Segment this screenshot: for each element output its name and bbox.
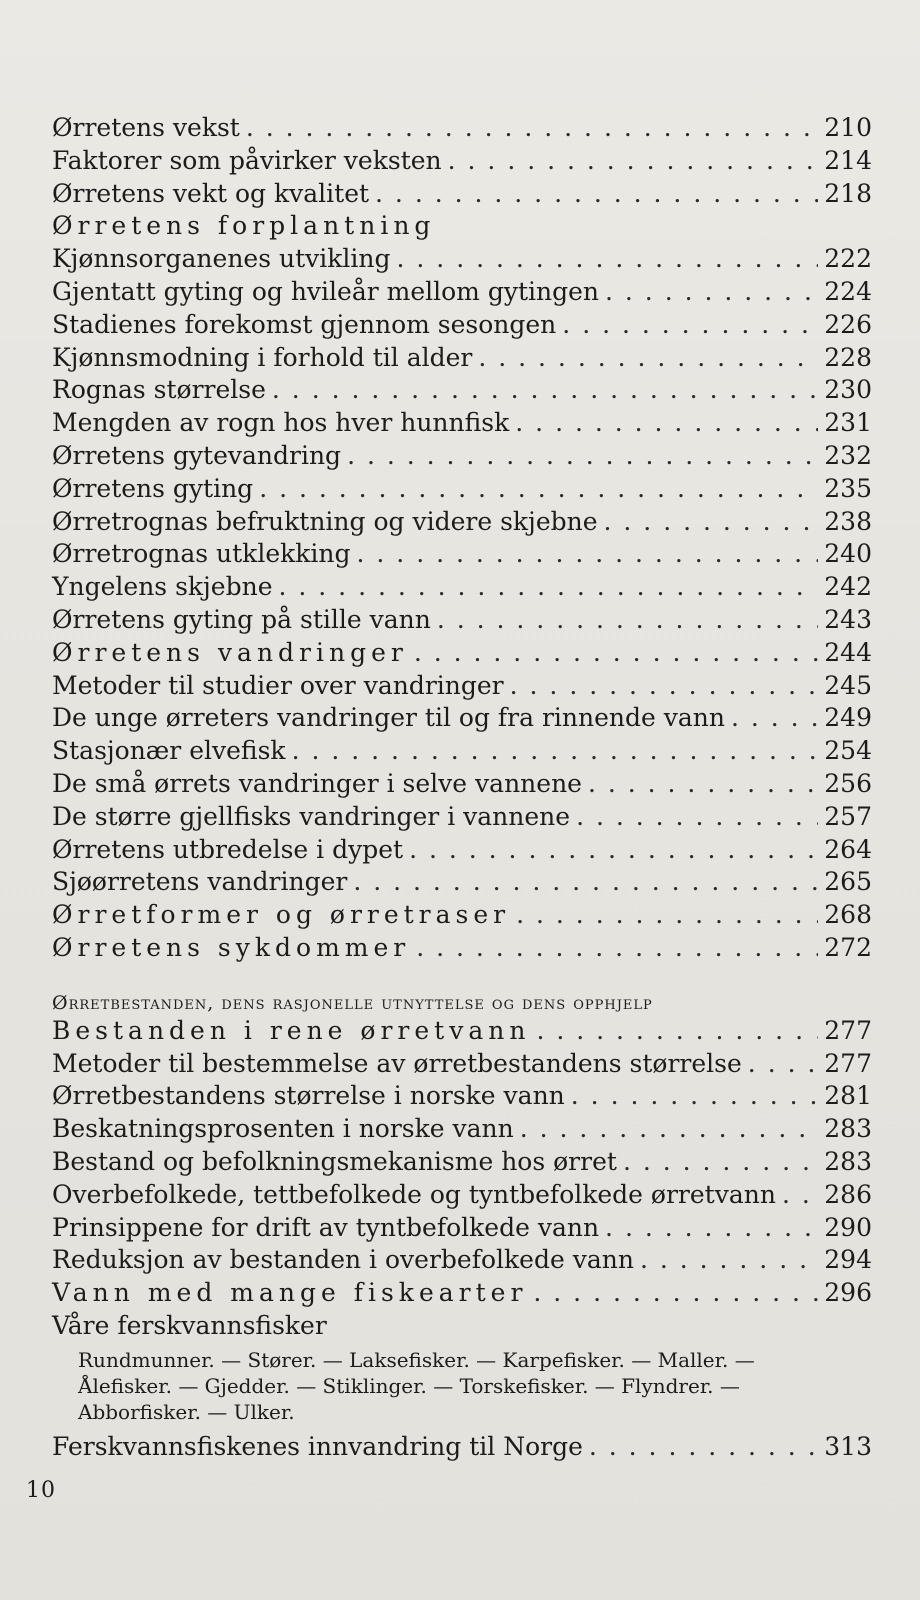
toc-entry: [52, 276, 872, 309]
toc-entry: [52, 210, 872, 243]
leader-dots: [515, 407, 818, 440]
toc-entry-page: 272: [824, 932, 872, 962]
toc-entry-page: 294: [824, 1245, 872, 1275]
toc-entry-page: 283: [824, 1146, 872, 1176]
leader-dots: [640, 1244, 818, 1277]
toc-entry-title: Ørretens vekst: [52, 113, 240, 142]
toc-entry: [52, 834, 872, 867]
toc-entry: [52, 1146, 872, 1179]
toc-entry-title: Ørretens forplantning: [52, 211, 436, 241]
toc-entry-page: 283: [824, 1114, 872, 1144]
toc-entry: [52, 243, 872, 276]
toc-entry-title: Metoder til studier over vandringer: [52, 670, 504, 700]
toc-entry-title: Stasjonær elvefisk: [52, 736, 286, 766]
toc-entry: [52, 932, 872, 965]
leader-dots: [605, 1212, 818, 1245]
toc-entry-title: Bestand og befolkningsmekanisme hos ørret: [52, 1146, 617, 1176]
toc-entry-title: Ørretformer og ørretraser: [52, 900, 511, 930]
toc-entry: [52, 866, 872, 899]
toc-entry-page: 277: [824, 1048, 872, 1078]
toc-entry-title: Overbefolkede, tettbefolkede og tyntbefolkede ørretvann: [52, 1179, 776, 1209]
toc-entry: [52, 1080, 872, 1113]
leader-dots: [731, 702, 818, 735]
toc-entry-page: 238: [824, 506, 872, 536]
toc-entry-title: Rognas størrelse: [52, 375, 266, 405]
toc-entry: [52, 571, 872, 604]
toc-entry-page: 264: [824, 834, 872, 864]
section-heading: Ørretbestanden, dens rasjonelle utnyttelse og dens opphjelp: [52, 991, 653, 1014]
toc-entry-page: 226: [824, 309, 872, 339]
toc-entry-page: 265: [824, 867, 872, 897]
toc-entry: [52, 801, 872, 834]
toc-entry-title: Bestanden i rene ørretvann: [52, 1015, 531, 1045]
toc-entry: [52, 145, 872, 178]
toc-entry: [52, 309, 872, 342]
toc-entry: [52, 768, 872, 801]
toc-entry-title: Gjentatt gyting og hvileår mellom gytingen: [52, 276, 600, 306]
toc-entry-title: Ferskvannsfiskenes innvandring til Norge: [52, 1431, 583, 1461]
leader-dots: [416, 932, 818, 965]
toc-entry: [52, 735, 872, 768]
leader-dots: [520, 1113, 819, 1146]
toc-entry-title: Kjønnsorganenes utvikling: [52, 244, 391, 274]
toc-entry: [52, 1212, 872, 1245]
toc-entry: [52, 538, 872, 571]
toc-entry: [52, 112, 872, 145]
leader-dots: [533, 1277, 818, 1310]
leader-dots: [589, 1431, 818, 1464]
leader-dots: [516, 899, 818, 932]
toc-entry-title: De større gjellfisks vandringer i vannene: [52, 801, 571, 831]
toc-entry: [52, 1310, 872, 1343]
toc-entry-page: 281: [824, 1081, 872, 1111]
toc-entry-page: 240: [824, 539, 872, 569]
toc-entry-page: 257: [824, 801, 872, 831]
toc-entry-page: 230: [824, 375, 872, 405]
toc-entry-title: Ørretrognas utklekking: [52, 539, 351, 569]
leader-dots: [246, 112, 818, 145]
leader-dots: [571, 1080, 819, 1113]
toc-entry-page: 243: [824, 604, 872, 634]
toc-entry-page: 231: [824, 408, 872, 438]
leader-dots: [414, 637, 818, 670]
toc-entry-page: 218: [824, 178, 872, 208]
toc-entry-title: De små ørrets vandringer i selve vannene: [52, 768, 582, 798]
toc-entry-page: 232: [824, 440, 872, 470]
toc-entry: [52, 637, 872, 670]
toc-entry: [52, 473, 872, 506]
toc-entry-page: 268: [824, 900, 872, 930]
toc-entry-page: 277: [824, 1015, 872, 1045]
toc-entry: [52, 1179, 872, 1212]
table-of-contents: [52, 112, 872, 1463]
toc-entry: [52, 1048, 872, 1081]
toc-entry-page: 256: [824, 768, 872, 798]
toc-entry-title: Prinsippene for drift av tyntbefolkede vann: [52, 1212, 600, 1242]
toc-entry-page: 235: [824, 473, 872, 503]
leader-dots: [536, 1015, 818, 1048]
toc-entry-title: Reduksjon av bestanden i overbefolkede vann: [52, 1245, 634, 1275]
toc-entry: [52, 899, 872, 932]
fish-family-list: Rundmunner. — Stører. — Laksefisker. — Karpefisker. — Maller. — Ålefisker. — Gjedder. — Stiklinger. — Torskefisker. — Flyndrer. — Abborfisker. — Ulker.: [78, 1347, 755, 1424]
toc-entry-title: Ørretrognas befruktning og videre skjebne: [52, 506, 598, 536]
leader-dots: [353, 866, 818, 899]
toc-entry: [52, 1277, 872, 1310]
toc-entry: [52, 506, 872, 539]
toc-entry-page: 244: [824, 637, 872, 667]
leader-dots: [623, 1146, 818, 1179]
toc-entry-page: 222: [824, 244, 872, 274]
leader-dots: [478, 342, 818, 375]
page-number: 10: [26, 1478, 56, 1503]
toc-entry-page: 214: [824, 145, 872, 175]
toc-entry-page: 313: [824, 1431, 872, 1461]
toc-entry-title: Mengden av rogn hos hver hunnfisk: [52, 408, 510, 438]
toc-entry-title: Ørretens gytevandring: [52, 440, 342, 470]
toc-entry-title: Ørretens utbredelse i dypet: [52, 834, 404, 864]
toc-entry-page: 228: [824, 342, 872, 372]
toc-entry: [52, 407, 872, 440]
toc-entry: [52, 1015, 872, 1048]
toc-entry-title: Ørretens vekt og kvalitet: [52, 178, 370, 208]
leader-dots: [748, 1048, 818, 1081]
toc-entry: [52, 440, 872, 473]
leader-dots: [292, 735, 819, 768]
leader-dots: [562, 309, 818, 342]
toc-entry-page: 290: [824, 1212, 872, 1242]
toc-entry-title: Ørretens gyting: [52, 473, 254, 503]
toc-entry-title: Våre ferskvannsfisker: [52, 1310, 327, 1340]
leader-dots: [588, 768, 818, 801]
toc-entry-title: Ørretbestandens størrelse i norske vann: [52, 1081, 565, 1111]
toc-entry-title: Kjønnsmodning i forhold til alder: [52, 342, 473, 372]
toc-entry-last: [52, 1431, 872, 1464]
toc-entry-page: 242: [824, 572, 872, 602]
toc-entry: [52, 342, 872, 375]
toc-entry: [52, 604, 872, 637]
toc-part-1: [52, 112, 872, 965]
toc-entry-title: Sjøørretens vandringer: [52, 867, 348, 897]
toc-entry: [52, 178, 872, 211]
leader-dots: [604, 506, 819, 539]
toc-entry-page: 286: [824, 1179, 872, 1209]
toc-entry-page: 249: [824, 703, 872, 733]
toc-entry: [52, 1113, 872, 1146]
toc-entry-page: 296: [824, 1278, 872, 1308]
leader-dots: [576, 801, 818, 834]
leader-dots: [375, 178, 818, 211]
toc-entry-title: Ørretens sykdommer: [52, 932, 411, 962]
leader-dots: [510, 670, 819, 703]
leader-dots: [605, 276, 818, 309]
toc-entry: [52, 1244, 872, 1277]
leader-dots: [272, 374, 818, 407]
leader-dots: [259, 473, 818, 506]
toc-entry-title: Beskatningsprosenten i norske vann: [52, 1114, 514, 1144]
toc-entry-title: Vann med mange fiskearter: [52, 1278, 528, 1308]
toc-entry: [52, 374, 872, 407]
toc-entry-title: De unge ørreters vandringer til og fra rinnende vann: [52, 703, 725, 733]
toc-entry: [52, 670, 872, 703]
toc-entry-title: Stadienes forekomst gjennom sesongen: [52, 309, 557, 339]
toc-entry-title: Faktorer som påvirker veksten: [52, 145, 442, 175]
toc-entry-title: Ørretens gyting på stille vann: [52, 604, 431, 634]
toc-part-2: [52, 1015, 872, 1343]
toc-entry-page: 210: [824, 113, 872, 142]
leader-dots: [347, 440, 818, 473]
toc-entry-page: 245: [824, 670, 872, 700]
leader-dots: [437, 604, 818, 637]
leader-dots: [357, 538, 819, 571]
toc-entry-title: Metoder til bestemmelse av ørretbestandens størrelse: [52, 1048, 742, 1078]
leader-dots: [409, 834, 818, 867]
toc-entry-title: Ørretens vandringer: [52, 637, 408, 667]
leader-dots: [448, 145, 819, 178]
toc-entry-page: 254: [824, 736, 872, 766]
toc-entry-page: 224: [824, 276, 872, 306]
toc-entry-title: Yngelens skjebne: [52, 572, 273, 602]
toc-entry: [52, 702, 872, 735]
leader-dots: [397, 243, 819, 276]
leader-dots: [782, 1179, 818, 1212]
leader-dots: [279, 571, 819, 604]
